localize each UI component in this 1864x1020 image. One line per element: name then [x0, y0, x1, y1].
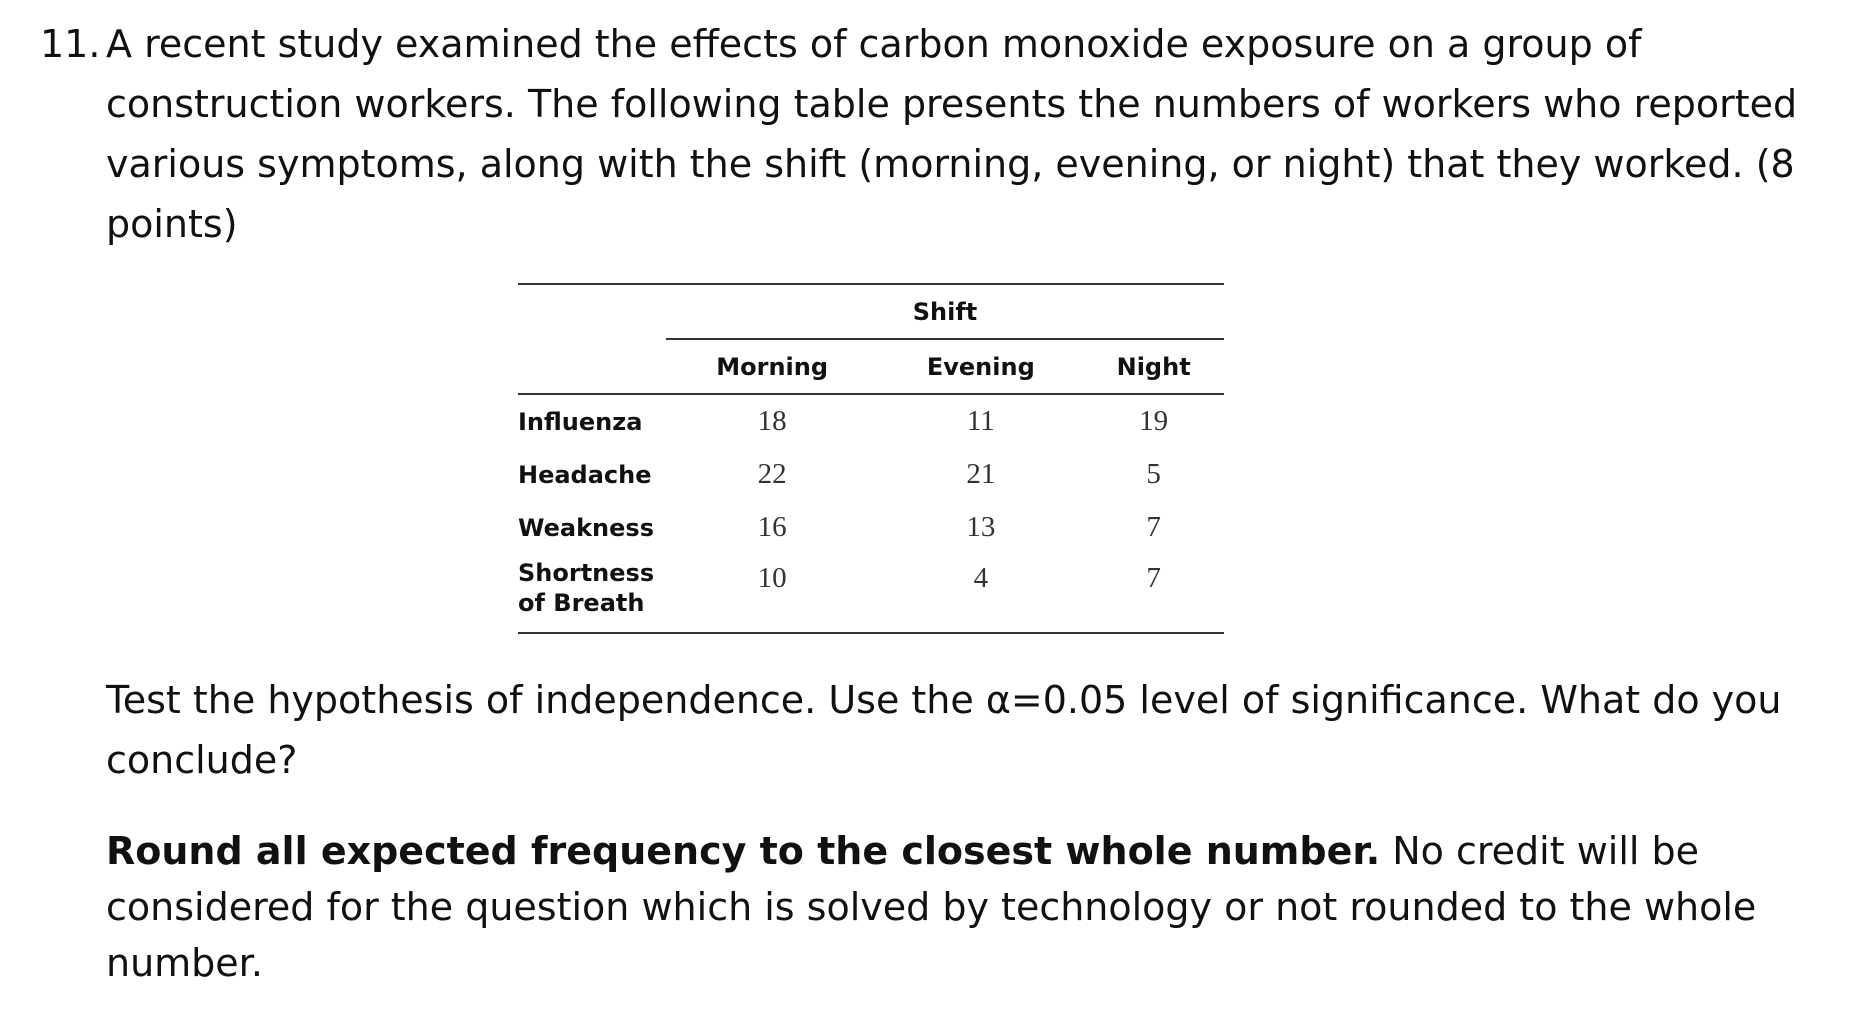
- symptom-shift-table: [518, 283, 1224, 634]
- table-cell: 19: [1139, 405, 1169, 437]
- table-row: [518, 554, 1224, 633]
- hypothesis-instruction: Test the hypothesis of independence. Use the α=0.05 level of significance. What do you conclude?: [106, 678, 1782, 782]
- table-row: [518, 394, 1224, 448]
- table-cell: 22: [757, 458, 787, 490]
- table-row: [518, 448, 1224, 501]
- rounding-emphasis: Round all expected frequency to the closest whole number.: [106, 829, 1381, 873]
- row-label-headache: Headache: [518, 460, 652, 489]
- table-cell: 7: [1146, 562, 1161, 594]
- table-cell: 16: [757, 511, 787, 543]
- column-header-evening: Evening: [926, 352, 1035, 381]
- question-text: A recent study examined the effects of carbon monoxide exposure on a group of construction workers. The following table presents the numbers of workers who reported various symptoms, along with the shift (morning, evening, or night) that they worked. (8 points): [106, 22, 1798, 246]
- column-header-night: Night: [1116, 352, 1191, 381]
- table-cell: 13: [966, 511, 996, 543]
- table-cell: 21: [966, 458, 996, 490]
- row-label-shortness-of-breath: [518, 554, 666, 633]
- rounding-note: No credit will be considered for the question which is solved by technology or not rounded to the whole number.: [106, 829, 1757, 985]
- row-label-line-1: Shortness: [518, 559, 655, 587]
- column-header-morning: Morning: [716, 352, 829, 381]
- contingency-table: [518, 283, 1224, 634]
- table-cell: 4: [973, 562, 989, 594]
- table-cell: 11: [966, 405, 995, 437]
- table-row: [518, 501, 1224, 554]
- rounding-instruction: [106, 823, 1806, 991]
- question-block: [40, 14, 1800, 254]
- shift-group-header: Shift: [666, 284, 1224, 339]
- table-cell: 7: [1146, 511, 1161, 543]
- table-cell: 10: [757, 562, 787, 594]
- row-label-weakness: Weakness: [518, 513, 654, 542]
- table-cell: 18: [757, 405, 787, 437]
- row-label-influenza: Influenza: [518, 407, 643, 436]
- corner-cell-2: [518, 339, 666, 394]
- row-label-line-2: of Breath: [518, 589, 645, 617]
- question-number: 11.: [40, 22, 101, 66]
- corner-cell: [518, 284, 666, 339]
- table-cell: 5: [1146, 458, 1161, 490]
